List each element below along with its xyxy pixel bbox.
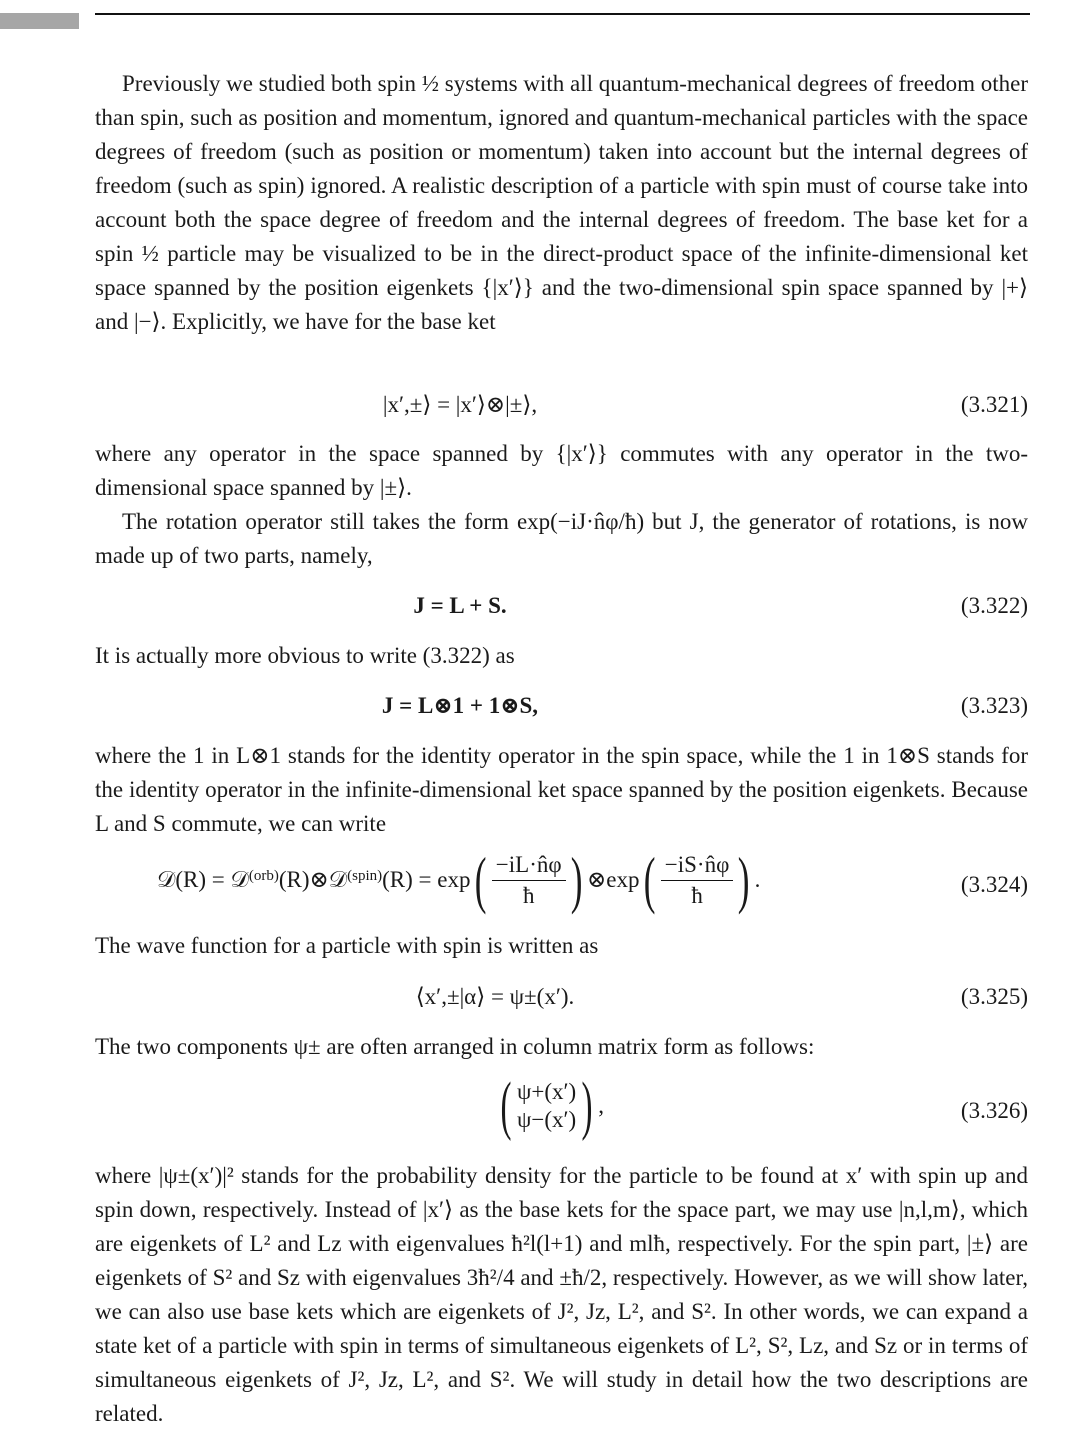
- page-edge-tab: [0, 13, 79, 29]
- matrix-top: ψ+(x′): [516, 1079, 577, 1104]
- fraction-denominator: ħ: [691, 882, 703, 908]
- eq-mid2: (R) = exp: [382, 867, 471, 892]
- eq-spin-superscript: (spin): [347, 868, 383, 884]
- right-paren: ): [738, 844, 750, 915]
- paragraph-8: where |ψ±(x′)|² stands for the probability density for the particle to be found at x′ with spin up and spin down, respectively. Instead of |x′⟩ as the base kets for the space part, we may use |n,l,m⟩, which are eigenkets of L² and Lz with eigenvalues ħ²l(l+1) and mlħ, respectively. For the spin part, |±⟩ are eigenkets of S² and Sz with eigenvalues 3ħ²/4 and ±ħ/2, respectively. However, as we will show later, we can also use base kets which are eigenkets of J², Jz, L², and S². In other words, we can expand a state ket of a particle with spin in terms of simultaneous eigenkets of L², S², Lz, and Sz or in terms of simultaneous eigenkets of J², Jz, L², and S². We will study in detail how the two descriptions are related.: [95, 1163, 1028, 1426]
- equation-formula: J = L + S.: [413, 593, 507, 618]
- equation-number: (3.325): [960, 984, 1028, 1009]
- eq-lhs: 𝒟(R) = 𝒟: [157, 867, 249, 892]
- header-rule: [95, 13, 1030, 15]
- equation-formula: ⟨x′,±|α⟩ = ψ±(x′).: [415, 984, 575, 1009]
- paragraph-2: where any operator in the space spanned by {|x′⟩} commutes with any operator in the two-dimensional space spanned by |±⟩.: [95, 441, 1028, 500]
- fraction-numerator: −iL·n̂φ: [492, 850, 566, 881]
- matrix-rows: [517, 1078, 576, 1134]
- equation-3-324: [95, 846, 1028, 926]
- eq-mid1: (R)⊗𝒟: [278, 867, 348, 892]
- equation-3-326: [95, 1069, 1028, 1146]
- paragraph-5: where the 1 in L⊗1 stands for the identity operator in the spin space, while the 1 in 1⊗S stands for the identity operator in the infinite-dimensional ket space spanned by the position eigenkets. Because L and S commute, we can write: [95, 743, 1028, 836]
- equation-number: (3.324): [960, 872, 1028, 897]
- equation-number: (3.321): [960, 392, 1028, 417]
- left-paren: (: [644, 844, 656, 915]
- fraction-denominator: ħ: [522, 882, 535, 908]
- fraction-numerator: −iS·n̂φ: [661, 850, 734, 881]
- equation-formula: |x′,±⟩ = |x′⟩⊗|±⟩,: [382, 392, 538, 417]
- right-paren: ): [581, 1069, 593, 1142]
- left-paren: (: [475, 844, 488, 915]
- eq-mid3: ⊗exp: [586, 867, 640, 892]
- paragraph-3: The rotation operator still takes the form exp(−iJ·n̂φ/ħ) but J, the generator of rotations, is now made up of two parts, namely,: [95, 509, 1028, 568]
- equation-formula: [157, 844, 761, 915]
- equation-number: (3.323): [960, 693, 1028, 718]
- left-paren: (: [500, 1069, 512, 1142]
- equation-number: (3.322): [960, 593, 1028, 618]
- fraction-spin: [661, 850, 734, 911]
- matrix-bottom: ψ−(x′): [516, 1107, 577, 1132]
- fraction-orbital: [492, 850, 566, 911]
- matrix-tail: ,: [598, 1093, 604, 1118]
- equation-formula: J = L⊗1 + 1⊗S,: [381, 693, 539, 718]
- eq-orb-superscript: (orb): [248, 868, 279, 884]
- eq-tail: .: [754, 867, 761, 892]
- paragraph-6: The wave function for a particle with spin is written as: [95, 933, 599, 958]
- column-matrix: [495, 1069, 604, 1142]
- paragraph-1: Previously we studied both spin ½ systems with all quantum-mechanical degrees of freedom other than spin, such as position and momentum, ignored and quantum-mechanical particles with the space degrees of freedom (such as position or momentum) taken into account but the internal degrees of freedom (such as spin) ignored. A realistic description of a particle with spin must of course take into account both the space degree of freedom and the internal degrees of freedom. The base ket for a spin ½ particle may be visualized to be in the direct-product space of the infinite-dimensional ket space spanned by the position eigenkets {|x′⟩} and the two-dimensional spin space spanned by |+⟩ and |−⟩. Explicitly, we have for the base ket: [95, 71, 1028, 334]
- equation-number: (3.326): [960, 1098, 1028, 1123]
- paragraph-4: It is actually more obvious to write (3.322) as: [95, 643, 515, 668]
- right-paren: ): [570, 844, 583, 915]
- paragraph-7: The two components ψ± are often arranged in column matrix form as follows:: [95, 1034, 815, 1059]
